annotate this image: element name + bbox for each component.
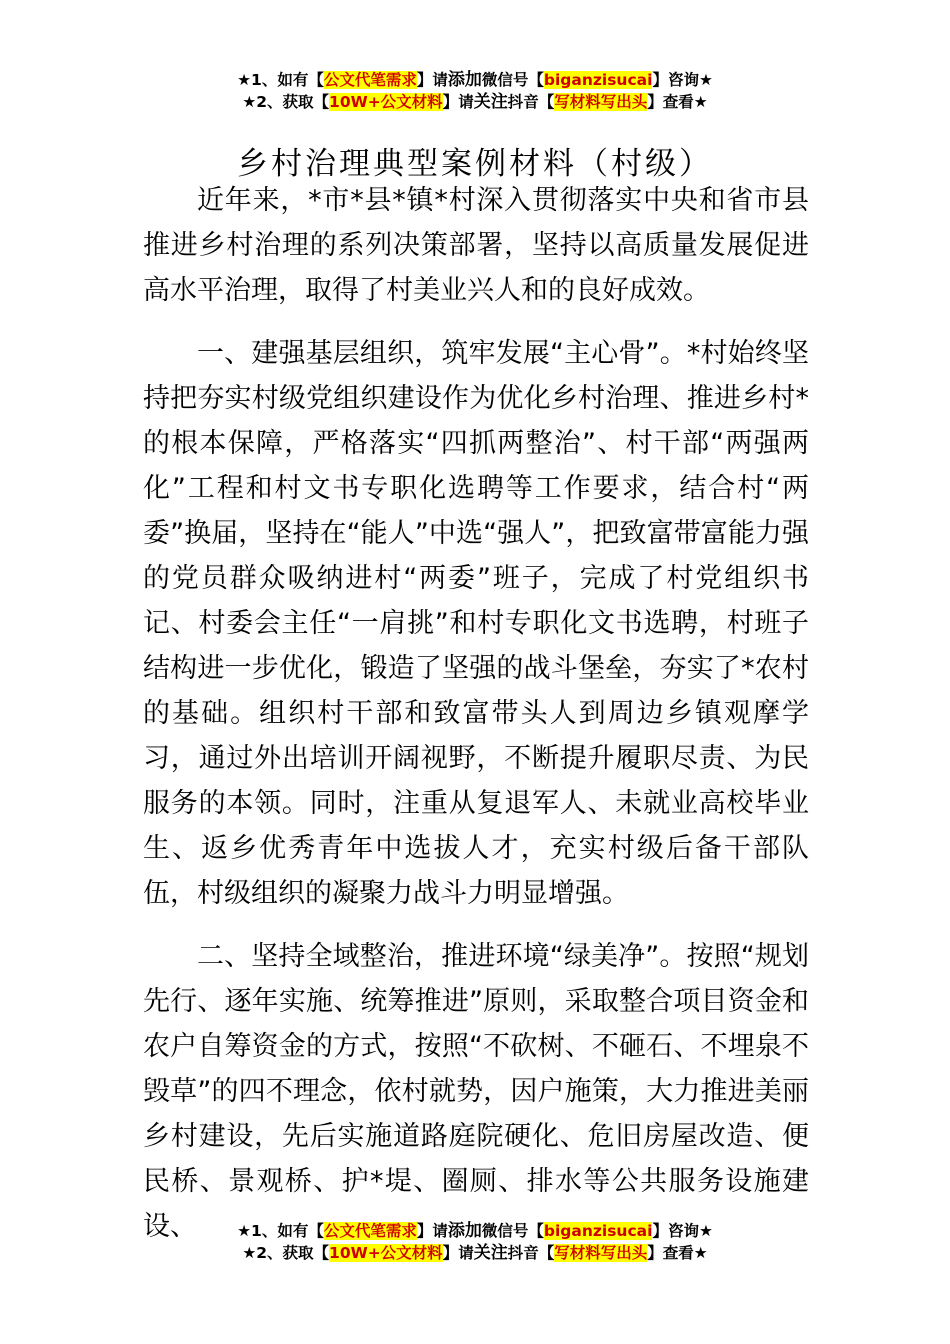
banner-highlight-douyin-id: 写材料写出头 [554, 93, 648, 111]
banner-text: ★1、如有【 [237, 1222, 324, 1240]
banner-highlight: 10W+公文材料 [329, 1244, 443, 1262]
banner-text: ★2、获取【 [242, 93, 330, 111]
header-banner [0, 69, 950, 113]
footer-banner [0, 1220, 950, 1264]
banner-text: ★1、如有【 [237, 71, 324, 89]
paragraph-section-2: 二、坚持全域整治，推进环境“绿美净”。按照“规划先行、逐年实施、统筹推进”原则，采取整合项目资金和农户自筹资金的方式，按照“不砍树、不砸石、不埋泉不毁草”的四不理念，依村就势，因户施策，大力推进美丽乡村建设，先后实施道路庭院硬化、危旧房屋改造、便民桥、景观桥、护*堤、圈厕、排水等公共服务设施建设、 [143, 941, 809, 1242]
paragraph-intro: 近年来，*市*县*镇*村深入贯彻落实中央和省市县推进乡村治理的系列决策部署，坚持以高质量发展促进高水平治理，取得了村美业兴人和的良好成效。 [143, 185, 809, 306]
banner-keyword: 添加 [447, 70, 482, 90]
banner-text: 抖音【 [507, 1244, 555, 1262]
banner-highlight-wechat-id: biganzisucai [543, 71, 653, 89]
banner-text: 】查看★ [647, 93, 708, 111]
banner-text: 】请 [442, 93, 474, 111]
banner-highlight: 公文代笔需求 [323, 71, 417, 89]
footer-banner-line-1 [0, 1220, 950, 1242]
banner-highlight-douyin-id: 写材料写出头 [554, 1244, 648, 1262]
banner-text: 微信号【 [481, 1222, 544, 1240]
banner-highlight-wechat-id: biganzisucai [543, 1222, 653, 1240]
document-body [143, 178, 809, 1249]
header-banner-line-2 [0, 91, 950, 113]
banner-text: 】请 [416, 71, 448, 89]
banner-text: 】请 [442, 1244, 474, 1262]
banner-highlight: 10W+公文材料 [329, 93, 443, 111]
banner-keyword: 关注 [473, 1243, 508, 1263]
banner-highlight: 公文代笔需求 [323, 1222, 417, 1240]
banner-text: ★2、获取【 [242, 1244, 330, 1262]
header-banner-line-1 [0, 69, 950, 91]
banner-text: 抖音【 [507, 93, 555, 111]
document-title: 乡村治理典型案例材料（村级） [237, 145, 713, 182]
banner-keyword: 关注 [473, 92, 508, 112]
banner-keyword: 添加 [447, 1221, 482, 1241]
banner-text: 微信号【 [481, 71, 544, 89]
banner-text: 】请 [416, 1222, 448, 1240]
banner-text: 】咨询★ [652, 1222, 713, 1240]
banner-text: 】查看★ [647, 1244, 708, 1262]
paragraph-section-1: 一、建强基层组织，筑牢发展“主心骨”。*村始终坚持把夯实村级党组织建设作为优化乡村治理、推进乡村*的根本保障，严格落实“四抓两整治”、村干部“两强两化”工程和村文书专职化选聘等工作要求，结合村“两委”换届，坚持在“能人”中选“强人”，把致富带富能力强的党员群众吸纳进村“两委”班子，完成了村党组织书记、村委会主任“一肩挑”和村专职化文书选聘，村班子结构进一步优化，锻造了坚强的战斗堡垒，夯实了*农村的基础。组织村干部和致富带头人到周边乡镇观摩学习，通过外出培训开阔视野，不断提升履职尽责、为民服务的本领。同时，注重从复退军人、未就业高校毕业生、返乡优秀青年中选拔人才，充实村级后备干部队伍，村级组织的凝聚力战斗力明显增强。 [143, 338, 809, 909]
footer-banner-line-2 [0, 1242, 950, 1264]
banner-text: 】咨询★ [652, 71, 713, 89]
